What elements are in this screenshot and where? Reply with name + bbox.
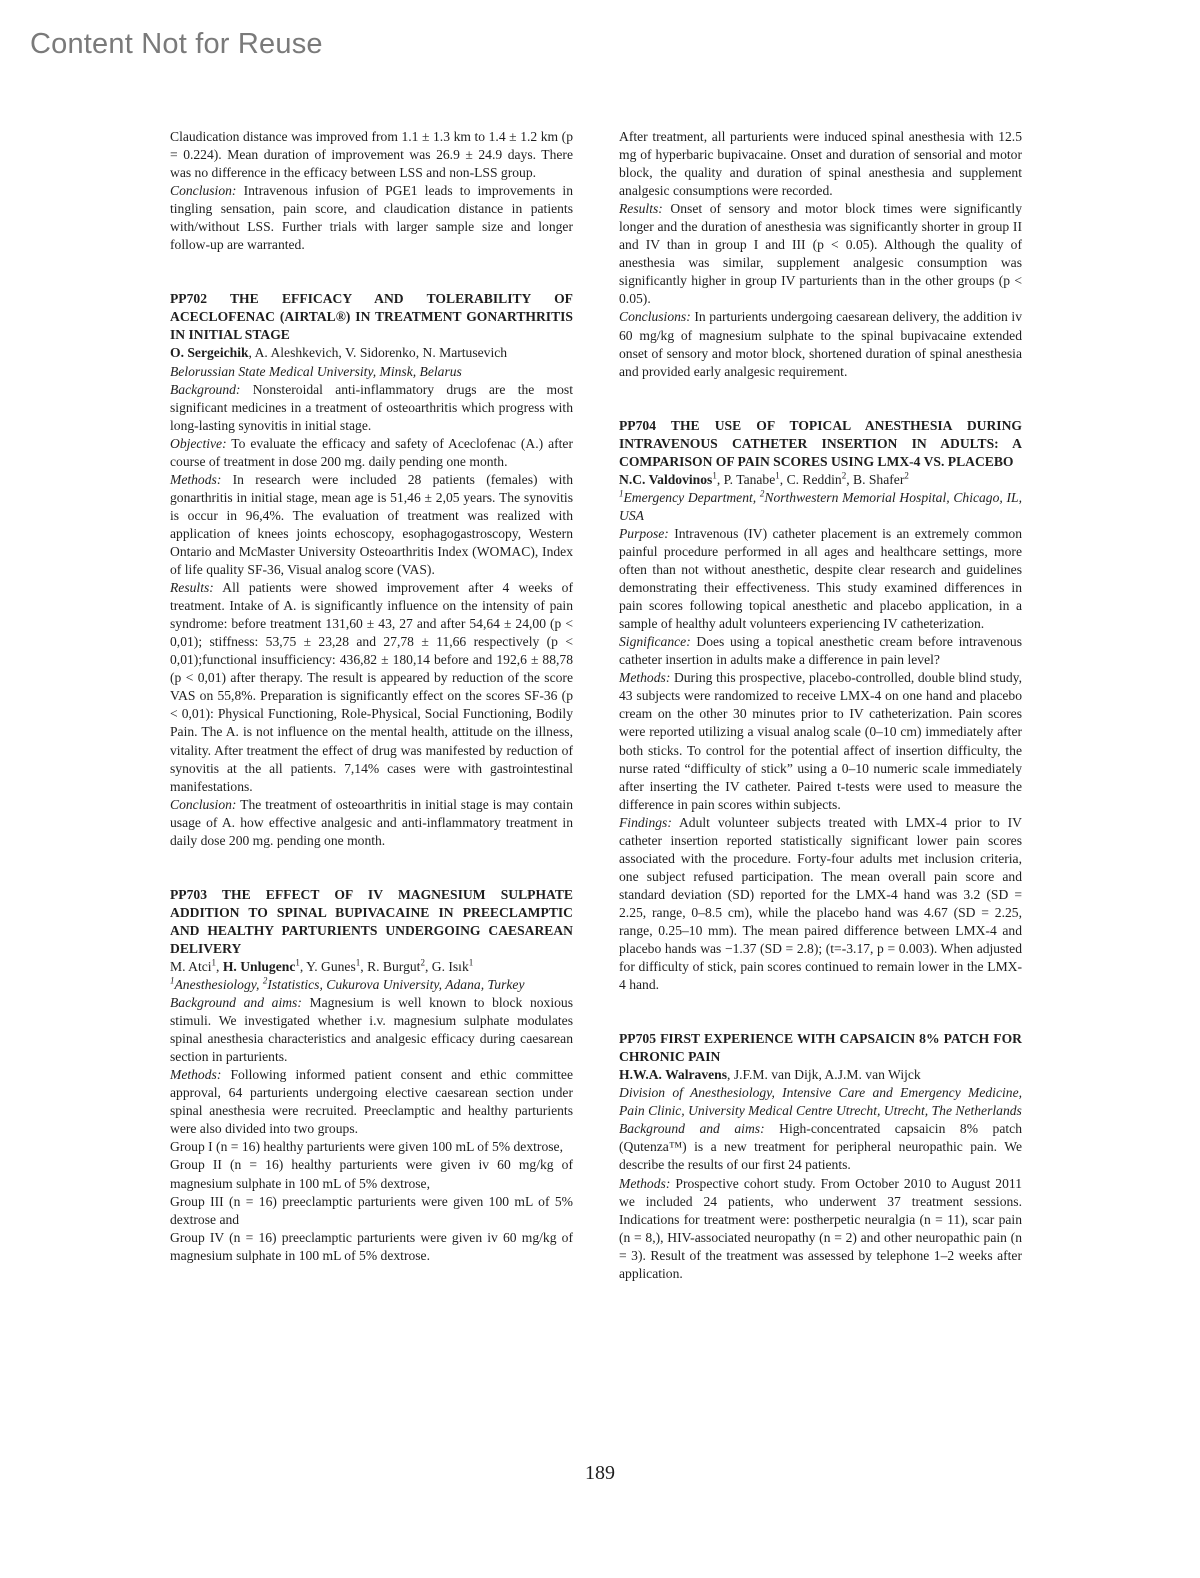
abstract-title: PP704 THE USE OF TOPICAL ANESTHESIA DURING INTRAVENOUS CATHETER INSERTION IN ADULTS: A COMPARISON OF PAIN SCORES USING LMX-4 VS. PLACEBO [619, 417, 1022, 469]
abstract-pp705 [619, 1030, 1022, 1283]
methods-section [619, 1175, 1022, 1283]
section-text: High-concentrated capsaicin 8% patch (Qutenza™) is a new treatment for peripheral neuropathic pain. We describe the results of our first 24 patients. [619, 1121, 1022, 1173]
affiliation: Belorussian State Medical University, Minsk, Belarus [170, 363, 462, 379]
methods-section [170, 471, 573, 579]
affiliation [170, 976, 573, 994]
section-label: Methods: [170, 1067, 222, 1083]
section-text: Prospective cohort study. From October 2010 to August 2011 we included 24 patients, who underwent 37 treatment sessions. Indications for treatment were: postherpetic neuralgia (n = 11), scar pain (n = 8,), HIV-associated neuropathy (n = 2) and other neuropathic pain (n = 3). Result of the treatment was assessed by telephone 1–2 weeks after application. [619, 1175, 1022, 1281]
presenting-author: O. Sergeichik [170, 345, 249, 361]
superscript: 1 [355, 957, 361, 968]
section-label: Findings: [619, 814, 672, 830]
section-label: Methods: [619, 1175, 671, 1191]
section-text: Does using a topical anesthetic cream before intravenous catheter insertion in adults make a difference in pain level? [619, 634, 1022, 668]
group-item: Group II (n = 16) healthy parturients were given iv 60 mg/kg of magnesium sulphate in 100 mL of 5% dextrose, [170, 1157, 573, 1191]
section-label: Conclusion: [170, 796, 237, 812]
group-item: Group III (n = 16) preeclamptic parturients were given 100 mL of 5% dextrose and [170, 1193, 573, 1227]
methods-section [619, 669, 1022, 813]
superscript: 1 [211, 957, 217, 968]
superscript: 2 [262, 975, 268, 986]
abstract-pp703 [170, 886, 573, 1265]
author: Y. Gunes [306, 958, 356, 974]
author: G. Isık [431, 958, 469, 974]
background-section [170, 381, 573, 435]
significance-section [619, 633, 1022, 669]
abstract-title: PP705 FIRST EXPERIENCE WITH CAPSAICIN 8% PATCH FOR CHRONIC PAIN [619, 1031, 1022, 1065]
superscript: 2 [904, 470, 909, 481]
author-list [619, 1066, 1022, 1084]
superscript: 1 [712, 470, 717, 481]
section-text: Following informed patient consent and ethic committee approval, 64 parturients undergoing elective caesarean section under spinal anesthesia were recruited. Preeclamptic and healthy parturients were also divided into two groups. [170, 1067, 573, 1137]
author: R. Burgut [367, 958, 421, 974]
section-text: During this prospective, placebo-controlled, double blind study, 43 subjects were randomized to receive LMX-4 on one hand and placebo cream on the other 30 minutes prior to IV catheterization. Pain scores were reported utilizing a visual analog scale (0–10 cm) immediately after both sticks. To control for the potential affect of insertion difficulty, the nurse rated “difficulty of stick” using a 0–10 numeric scale immediately after inserting the IV catheter. Paired t-tests were used to measure the difference in pain scores within subjects. [619, 670, 1022, 812]
watermark: Content Not for Reuse [30, 28, 323, 60]
affiliation-part: Emergency Department, [623, 489, 760, 505]
superscript: 1 [468, 957, 474, 968]
author: P. Tanabe [723, 471, 776, 487]
results-section [619, 200, 1022, 308]
section-label: Purpose: [619, 525, 669, 541]
section-label: Background and aims: [170, 995, 302, 1011]
author: B. Shafer [853, 471, 905, 487]
conclusions-section [619, 308, 1022, 380]
conclusion-section [170, 796, 573, 850]
group-item: Group IV (n = 16) preeclamptic parturients were given iv 60 mg/kg of magnesium sulphate in 100 mL of 5% dextrose. [170, 1229, 573, 1263]
section-text: Intravenous infusion of PGE1 leads to improvements in tingling sensation, pain score, and claudication distance in patients with/without LSS. Further trials with larger sample size and longer follow-up are warranted. [170, 183, 573, 253]
abstract-pp704 [619, 417, 1022, 995]
superscript: 1 [775, 470, 780, 481]
affiliation [619, 489, 1022, 525]
procedure-text: After treatment, all parturients were induced spinal anesthesia with 12.5 mg of hyperbaric bupivacaine. Onset and duration of sensorial and motor block, the quality and duration of spinal anesthesia and supplement analgesic consumptions were recorded. [619, 129, 1022, 199]
section-label: Significance: [619, 634, 691, 650]
findings-section [619, 814, 1022, 994]
section-label: Conclusion: [170, 183, 237, 199]
results-section [170, 579, 573, 796]
abstract-pp702 [170, 290, 573, 849]
superscript: 2 [420, 957, 425, 968]
section-text: To evaluate the efficacy and safety of Aceclofenac (A.) after course of treatment in dose 200 mg. daily pending one month. [170, 435, 573, 469]
background-section [619, 1120, 1022, 1174]
continued-conclusion [170, 182, 573, 254]
section-text: Onset of sensory and motor block times were significantly longer and the duration of anesthesia was significantly shorter in group II and IV than in group I and III (p < 0.05). Although the quality of anesthesia was similar, supplement analgesic consumption was significantly higher in group IV parturients than in the other groups (p < 0.05). [619, 201, 1022, 307]
section-label: Background and aims: [619, 1121, 765, 1137]
presenting-author: N.C. Valdovinos [619, 471, 713, 487]
author-list: N.C. Valdovinos$^1$, P. Tanabe$^1$, C. Reddin$^2$, B. Shafer$^2$ [619, 470, 909, 487]
abstract-title: PP702 THE EFFICACY AND TOLERABILITY OF ACECLOFENAC (AIRTAL®) IN TREATMENT GONARTHRITIS IN INITIAL STAGE [170, 291, 573, 343]
author: M. Atci [170, 958, 212, 974]
author: C. Reddin [786, 471, 842, 487]
section-text: The treatment of osteoarthritis in initial stage is may contain usage of A. how effective analgesic and anti-inflammatory treatment in daily dose 200 mg. pending one month. [170, 796, 573, 848]
section-label: Results: [170, 580, 214, 596]
page-number: 189 [585, 1462, 615, 1484]
methods-section [170, 1066, 573, 1138]
section-text: Magnesium is well known to block noxious stimuli. We investigated whether i.v. magnesium sulphate modulates spinal anesthesia characteristics and analgesic efficacy during caesarean section in parturients. [170, 995, 573, 1065]
affiliation-part: Northwestern Memorial Hospital, Chicago, IL, USA [619, 489, 1022, 523]
superscript: 1 [619, 488, 624, 499]
affiliation-part: Anesthesiology, [174, 977, 263, 993]
section-text: In research were included 28 patients (females) with gonarthritis in initial stage, mean age is 51,46 ± 2,05 years. The synovitis is occur in 96,4%. The evaluation of treatment was realized with application of knees joints echoscopy, esophagogastroscopy, Western Ontario and McMaster University Osteoarthritis Index (WOMAC), Index of life quality SF-36, Visual analog score (VAS). [170, 471, 573, 578]
left-column [170, 128, 573, 1265]
superscript: 2 [759, 488, 765, 499]
author-list [170, 344, 573, 362]
co-authors: , J.F.M. van Dijk, A.J.M. van Wijck [727, 1067, 921, 1083]
group-item: Group I (n = 16) healthy parturients were given 100 mL of 5% dextrose, [170, 1139, 563, 1155]
purpose-section [619, 525, 1022, 633]
section-text: Nonsteroidal anti-inflammatory drugs are the most significant medicines in a treatment of osteoarthritis which progress with long-lasting synovitis in initial stage. [170, 381, 573, 433]
abstract-pp703-continued [619, 128, 1022, 381]
section-label: Methods: [619, 670, 671, 686]
continued-results: Claudication distance was improved from 1.1 ± 1.3 km to 1.4 ± 1.2 km (p = 0.224). Mean duration of improvement was 26.9 ± 24.9 days. There was no difference in the efficacy between LSS and non-LSS group. [170, 129, 573, 181]
superscript: 1 [170, 975, 175, 986]
section-text: All patients were showed improvement after 4 weeks of treatment. Intake of A. is significantly influence on the intensity of pain syndrome: before treatment 131,60 ± 43, 27 and after 54,64 ± 24,00 (p < 0,01); stiffness: 53,75 ± 23,28 and 27,78 ± 11,66 respectively (p < 0,01);functional insufficiency: 436,82 ± 180,14 before and 192,6 ± 88,78 (p < 0,01) after therapy. The result is appeared by reduction of the score VAS on 55,8%. Preparation is significantly effect on the scores SF-36 (p < 0,01): Physical Functioning, Role-Physical, Social Functioning, Bodily Pain. The A. is not influence on the mental health, attitude on the illness, vitality. After treatment the effect of drug was manifested by reduction of synovitis at the all patients. 7,14% cases were with gastrointestinal manifestations. [170, 580, 573, 794]
section-text: Intravenous (IV) catheter placement is an extremely common painful procedure performed in all ages and healthcare settings, more often than not without anesthetic, despite clear research and guidelines demonstrating their effectiveness. This study examined differences in pain scores following topical anesthetic and placebo application, in a sample of healthy adult volunteers experiencing IV catheterization. [619, 525, 1022, 632]
section-label: Methods: [170, 471, 222, 487]
abstract-title: PP703 THE EFFECT OF IV MAGNESIUM SULPHATE ADDITION TO SPINAL BUPIVACAINE IN PREECLAMPTIC AND HEALTHY PARTURIENTS UNDERGOING CAESAREAN DELIVERY [170, 886, 573, 956]
section-label: Background: [170, 381, 241, 397]
objective-section [170, 435, 573, 471]
section-label: Results: [619, 201, 663, 217]
superscript: 2 [841, 470, 847, 481]
right-column [619, 128, 1022, 1283]
affiliation-part: Istatistics, Cukurova University, Adana, Turkey [267, 977, 525, 993]
section-label: Objective: [170, 435, 227, 451]
background-section [170, 994, 573, 1066]
author-list: M. Atci$^1$, H. Unlugenc$^1$, Y. Gunes$^1$, R. Burgut$^2$, G. Isık$^1$ [170, 957, 474, 974]
section-label: Conclusions: [619, 309, 691, 325]
presenting-author: H. Unlugenc [222, 958, 296, 974]
presenting-author: H.W.A. Walravens [619, 1067, 728, 1083]
affiliation: Division of Anesthesiology, Intensive Care and Emergency Medicine, Pain Clinic, University Medical Centre Utrecht, Utrecht, The Netherlands [619, 1085, 1022, 1119]
section-text: Adult volunteer subjects treated with LMX-4 prior to IV catheter insertion reported statistically significant lower pain scores associated with the procedure. Forty-four adults met inclusion criteria, one subject refused participation. The mean overall pain score and standard deviation (SD) reported for the LMX-4 hand was 3.2 (SD = 2.25, range, 0–8.5 cm), while the placebo hand was 4.67 (SD = 2.25, range, 0.25–10 mm). The mean paired difference between LMX-4 and placebo hands was −1.37 (SD = 2.8); (t=-3.17, p = 0.003). When adjusted for difficulty of stick, pain scores continued to remain lower in the LMX-4 hand. [619, 814, 1022, 993]
co-authors: , A. Aleshkevich, V. Sidorenko, N. Martusevich [248, 345, 508, 361]
superscript: 1 [295, 957, 300, 968]
section-text: In parturients undergoing caesarean delivery, the addition iv 60 mg/kg of magnesium sulphate to the spinal bupivacaine extended onset of sensory and motor block, shortened duration of spinal anesthesia and provided early analgesic requirement. [619, 309, 1022, 379]
